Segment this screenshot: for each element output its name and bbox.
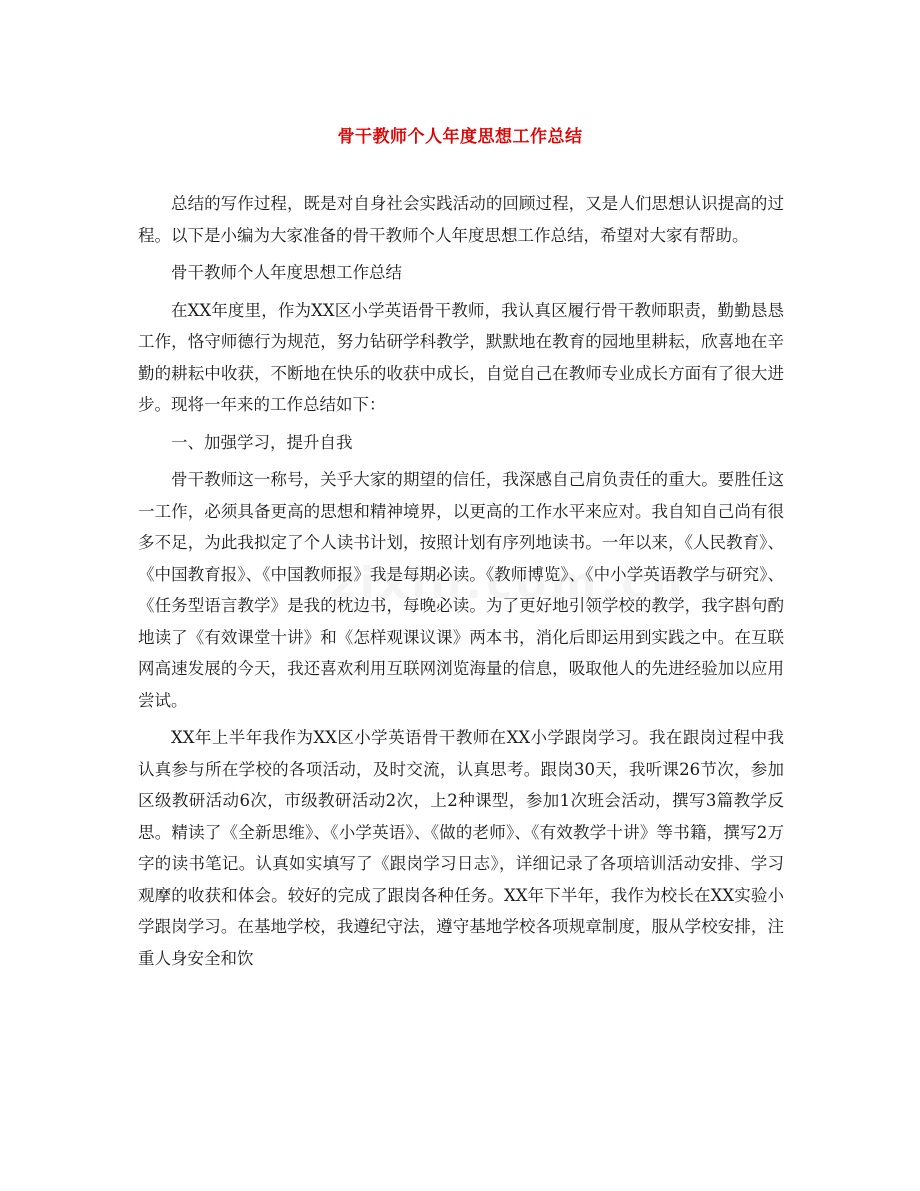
paragraph-subtitle: 骨干教师个人年度思想工作总结: [171, 263, 402, 282]
document-body: [138, 188, 784, 980]
paragraph-overview: 在XX年度里，作为XX区小学英语骨干教师，我认真区履行骨干教师职责，勤勤恳恳工作，恪守师德行为规范，努力钻研学科教学，默默地在教育的园地里耕耘，欣喜地在辛勤的耕耘中收获，不断地在快乐的收获中成长，自觉自己在教师专业成长方面有了很大进步。现将一年来的工作总结如下：: [138, 300, 784, 414]
paragraph-study: 骨干教师这一称号，关乎大家的期望的信任，我深感自己肩负责任的重大。要胜任这一工作，必须具备更高的思想和精神境界，以更高的工作水平来应对。我自知自己尚有很多不足，为此我拟定了个人读书计划，按照计划有序列地读书。一年以来，《人民教育》、《中国教育报》、《中国教师报》我是每期必读。《教师博览》、《中小学英语教学与研究》、《任务型语言教学》是我的枕边书，每晚必读。为了更好地引领学校的教学，我字斟句酌地读了《有效课堂十讲》和《怎样观课议课》两本书，消化后即运用到实践之中。在互联网高速发展的今天，我还喜欢利用互联网浏览海量的信息，吸取他人的先进经验加以应用尝试。: [138, 470, 784, 710]
document-title: 骨干教师个人年度思想工作总结: [337, 127, 583, 147]
section-heading-1: 一、加强学习，提升自我: [171, 432, 353, 452]
paragraph-intro: 总结的写作过程，既是对自身社会实践活动的回顾过程，又是人们思想认识提高的过程。以下是小编为大家准备的骨干教师个人年度思想工作总结，希望对大家有帮助。: [138, 194, 784, 245]
paragraph-training: XX年上半年我作为XX区小学英语骨干教师在XX小学跟岗学习。我在跟岗过程中我认真参与所在学校的各项活动，及时交流，认真思考。跟岗30天，我听课26节次，参加区级教研活动6次，市级教研活动2次，上2种课型，参加1次班会活动，撰写3篇教学反思。精读了《全新思维》、《小学英语》、《做的老师》、《有效教学十讲》等书籍，撰写2万字的读书笔记。认真如实填写了《跟岗学习日志》，详细记录了各项培训活动安排、学习观摩的收获和体会。较好的完成了跟岗各种任务。XX年下半年，我作为校长在XX实验小学跟岗学习。在基地学校，我遵纪守法，遵守基地学校各项规章制度，服从学校安排，注重人身安全和饮: [138, 728, 784, 968]
